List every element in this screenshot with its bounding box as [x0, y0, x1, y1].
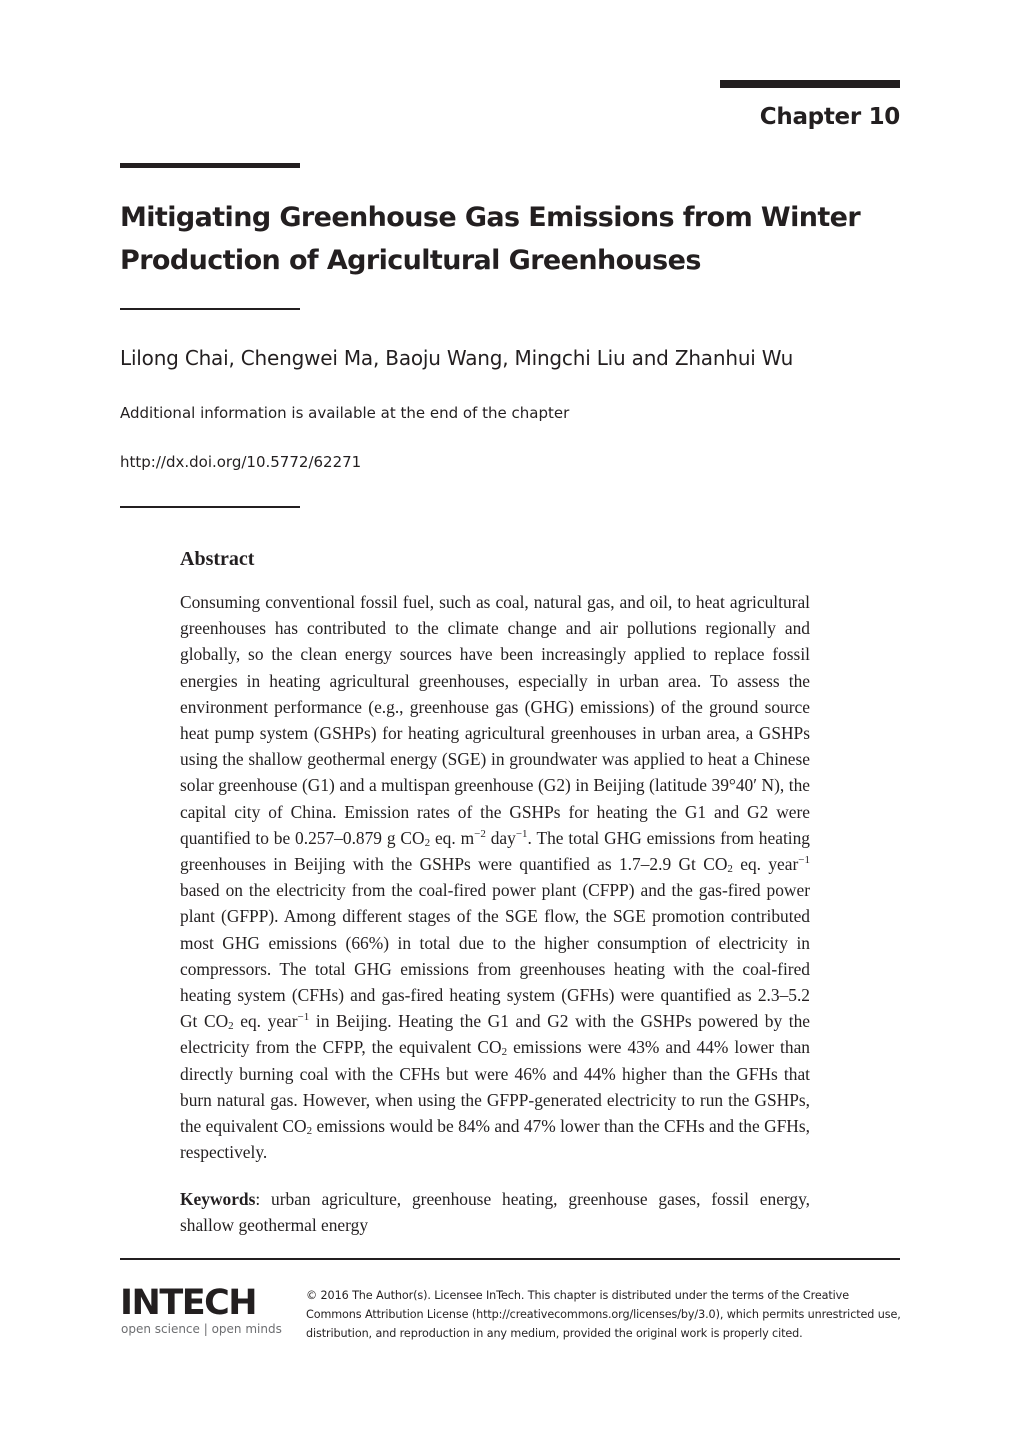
intech-logo: INTECH [120, 1283, 257, 1323]
abstract-subscript: 2 [228, 1020, 234, 1033]
abstract-heading: Abstract [180, 548, 255, 570]
abstract-text-run: eq. year [233, 1011, 298, 1032]
abstract-text-run: eq. m [430, 827, 475, 848]
abstract-text-run: emissions would be 84% and 47% lower than the CFHs and the GFHs, respectively. [180, 1116, 810, 1163]
intech-tagline: open science | open minds [121, 1322, 282, 1336]
footer-rule [120, 1258, 900, 1260]
chapter-label: Chapter 10 [759, 104, 900, 130]
keywords-list: : urban agriculture, greenhouse heating, greenhouse gases, fossil energy, shallow geothermal energy [180, 1189, 810, 1235]
abstract-subscript: 2 [424, 836, 431, 849]
chapter-rule [720, 80, 900, 88]
abstract-subscript: 2 [727, 863, 733, 876]
abstract-text-run: day [485, 827, 516, 848]
abstract-body [180, 589, 810, 1165]
abstract-superscript: −1 [798, 854, 810, 867]
abstract-superscript: −1 [297, 1011, 310, 1024]
abstract-text-run: emissions were 43% and 44% lower than directly burning coal with the CFHs but were 46% and 44% higher than the GFHs that burn natural gas. However, when using the GFPP-generated electricity to run the GSHPs, the equivalent CO [180, 1037, 810, 1137]
abstract-text-run: . The total GHG emissions from heating greenhouses in Beijing with the GSHPs were quantified as 1.7–2.9 Gt CO [180, 827, 810, 875]
abstract-text-run: in Beijing. Heating the G1 and G2 with the GSHPs powered by the electricity from the CFPP, the equivalent CO [180, 1011, 810, 1058]
title-top-rule [120, 163, 300, 168]
license-notice: © 2016 The Author(s). Licensee InTech. This chapter is distributed under the terms of the Creative Commons Attribution License (http://creativecommons.org/licenses/by/3.0), which permits unrestricted use, distribution, and reproduction in any medium, provided the original work is properly cited. [306, 1289, 901, 1340]
paper-title: Mitigating Greenhouse Gas Emissions from Winter Production of Agricultural Greenhouses [120, 202, 861, 276]
doi-rule [120, 506, 300, 508]
abstract-subscript: 2 [501, 1046, 508, 1059]
abstract-text-run: based on the electricity from the coal-fired power plant (CFPP) and the gas-fired power plant (GFPP). Among different stages of the SGE flow, the SGE promotion contributed most GHG emissions (66%) in total due to the higher consumption of electricity in compressors. The total GHG emissions from greenhouses heating with the coal-fired heating system (CFHs) and gas-fired heating system (GFHs) were quantified as 2.3–5.2 Gt CO [180, 880, 810, 1032]
doi-link[interactable]: http://dx.doi.org/10.5772/62271 [120, 453, 362, 471]
keywords [180, 1186, 810, 1238]
abstract-text-run: Consuming conventional fossil fuel, such as coal, natural gas, and oil, to heat agricultural greenhouses has contributed to the climate change and air pollutions regionally and globally, so the clean energy sources have been increasingly applied to replace fossil energies in heating agricultural greenhouses, especially in urban area. To assess the environment performance (e.g., greenhouse gas (GHG) emissions) of the ground source heat pump system (GSHPs) for heating agricultural greenhouses in urban area, a GSHPs using the shallow geothermal energy (SGE) in groundwater was applied to heat a Chinese solar greenhouse (G1) and a multispan greenhouse (G2) in Beijing (latitude 39°40′ N), the capital city of China. Emission rates of the GSHPs for heating the G1 and G2 were quantified to be 0.257–0.879 g CO [180, 592, 810, 848]
abstract-superscript: −2 [474, 827, 486, 840]
title-bottom-rule [120, 308, 300, 310]
abstract-text-run: eq. year [732, 854, 799, 875]
additional-info-note: Additional information is available at the end of the chapter [120, 404, 570, 422]
author-list: Lilong Chai, Chengwei Ma, Baoju Wang, Mingchi Liu and Zhanhui Wu [120, 346, 794, 370]
abstract-subscript: 2 [306, 1125, 313, 1138]
keywords-label: Keywords [180, 1189, 256, 1209]
abstract-superscript: −1 [515, 827, 528, 840]
